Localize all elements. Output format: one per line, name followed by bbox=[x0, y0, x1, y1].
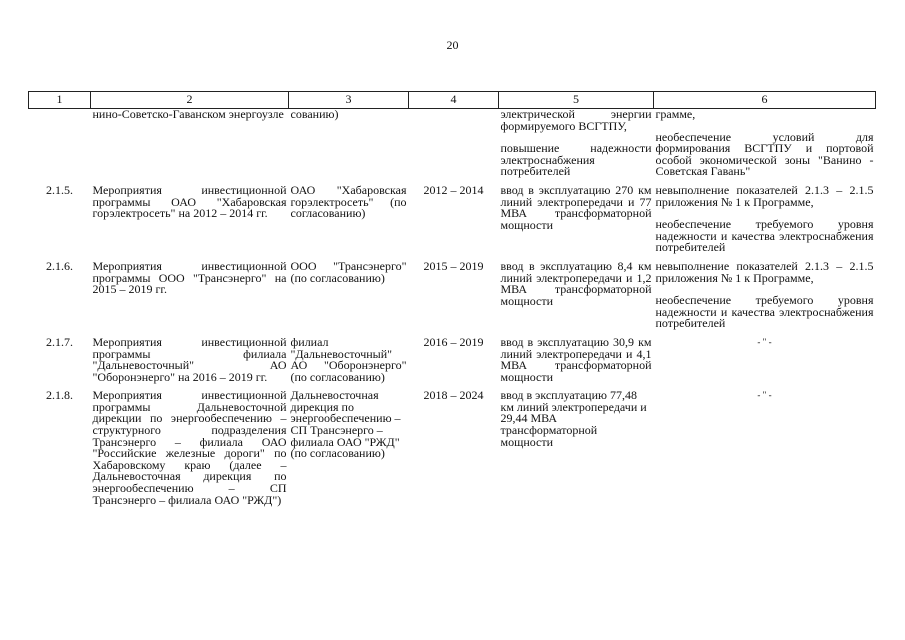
cell-result: ввод в эксплуатацию 270 км линий электропередачи и 77 МВА трансформаторной мощности bbox=[500, 182, 652, 232]
table-row bbox=[29, 182, 876, 258]
cell-measure: Мероприятия инвестиционной программы Дальневосточной дирекции по энергообеспечению – структурного подразделения Трансэнерго – филиала ОАО "Российские железные дороги" по Хабаровскому краю (далее – Дальневосточная дирекция по энергообеспечению – СП Трансэнерго – филиала ОАО "РЖД") bbox=[92, 388, 287, 507]
result-paragraph: повышение надежности электроснабжения потребителей bbox=[500, 141, 652, 179]
table-row bbox=[29, 258, 876, 334]
consequence-paragraph: необеспечение требуемого уровня надежности и качества электроснабжения потребителей bbox=[655, 293, 874, 331]
cell-period: 2016 – 2019 bbox=[423, 334, 484, 349]
cell-executor: ОАО "Хабаровская горэлектросеть" (по согласованию) bbox=[290, 182, 407, 221]
cell-number: 2.1.8. bbox=[46, 388, 73, 403]
consequence-paragraph: необеспечение условий для формирования ВСГТПУ и портовой особой экономической зоны "Ванино - Советская Гавань" bbox=[655, 129, 874, 179]
page-number: 20 bbox=[446, 38, 459, 52]
table-row bbox=[29, 334, 876, 387]
cell-consequence: - " - bbox=[757, 390, 772, 401]
cell-executor: Дальневосточная дирекция по энергообеспечению – СП Трансэнерго – филиала ОАО "РЖД" (по согласованию) bbox=[290, 388, 401, 461]
column-header-2: 2 bbox=[91, 92, 289, 109]
cell-period: 2015 – 2019 bbox=[423, 258, 484, 273]
table-row bbox=[29, 387, 876, 510]
cell-measure: Мероприятия инвестиционной программы ООО "Трансэнерго" на 2015 – 2019 гг. bbox=[92, 258, 287, 297]
cell-number: 2.1.5. bbox=[46, 182, 73, 197]
column-header-6: 6 bbox=[654, 92, 876, 109]
cell-consequence bbox=[654, 258, 876, 334]
cell-number: 2.1.6. bbox=[46, 258, 73, 273]
cell-executor: филиал "Дальневосточный" АО "Оборонэнерго" (по согласованию) bbox=[290, 334, 407, 384]
column-header-4: 4 bbox=[409, 92, 499, 109]
cell-empty bbox=[409, 109, 499, 182]
cell-result: ввод в эксплуатацию 8,4 км линий электропередачи и 1,2 МВА трансформаторной мощности bbox=[500, 258, 652, 308]
cell-result bbox=[499, 109, 654, 182]
cell-consequence bbox=[654, 182, 876, 258]
consequence-paragraph: невыполнение показателей 2.1.3 – 2.1.5 приложения № 1 к Программе, bbox=[655, 258, 874, 285]
column-header-5: 5 bbox=[499, 92, 654, 109]
cell-executor: ООО "Трансэнерго" (по согласованию) bbox=[290, 258, 407, 285]
program-measures-table bbox=[28, 91, 876, 510]
cell-measure: Мероприятия инвестиционной программы филиала "Дальневосточный" АО "Оборонэнерго" на 2016 – 2019 гг. bbox=[92, 334, 287, 384]
consequence-paragraph: необеспечение требуемого уровня надежности и качества электроснабжения потребителей bbox=[655, 217, 874, 255]
cell-measure: нино-Советско-Гаванском энергоузле bbox=[92, 107, 284, 121]
cell-period: 2012 – 2014 bbox=[423, 182, 484, 197]
column-header-3: 3 bbox=[289, 92, 409, 109]
cell-period: 2018 – 2024 bbox=[423, 388, 484, 403]
cell-empty bbox=[29, 109, 91, 182]
table-row-continuation bbox=[29, 109, 876, 182]
cell-number: 2.1.7. bbox=[46, 334, 73, 349]
result-paragraph: электрической энергии формируемого ВСГТПУ, bbox=[500, 107, 652, 133]
consequence-paragraph: невыполнение показателей 2.1.3 – 2.1.5 приложения № 1 к Программе, bbox=[655, 182, 874, 209]
column-header-1: 1 bbox=[29, 92, 91, 109]
cell-result: ввод в эксплуатацию 77,48 км линий электропередачи и 29,44 МВА трансформаторной мощности bbox=[500, 388, 647, 449]
cell-result: ввод в эксплуатацию 30,9 км линий электропередачи и 4,1 МВА трансформаторной мощности bbox=[500, 334, 652, 384]
column-number-row bbox=[29, 92, 876, 109]
cell-consequence bbox=[654, 109, 876, 182]
cell-executor: сованию) bbox=[290, 107, 339, 121]
cell-measure: Мероприятия инвестиционной программы ОАО "Хабаровская горэлектросеть" на 2012 – 2014 гг. bbox=[92, 182, 287, 221]
cell-consequence: - " - bbox=[757, 336, 772, 347]
consequence-paragraph: грамме, bbox=[655, 107, 696, 121]
